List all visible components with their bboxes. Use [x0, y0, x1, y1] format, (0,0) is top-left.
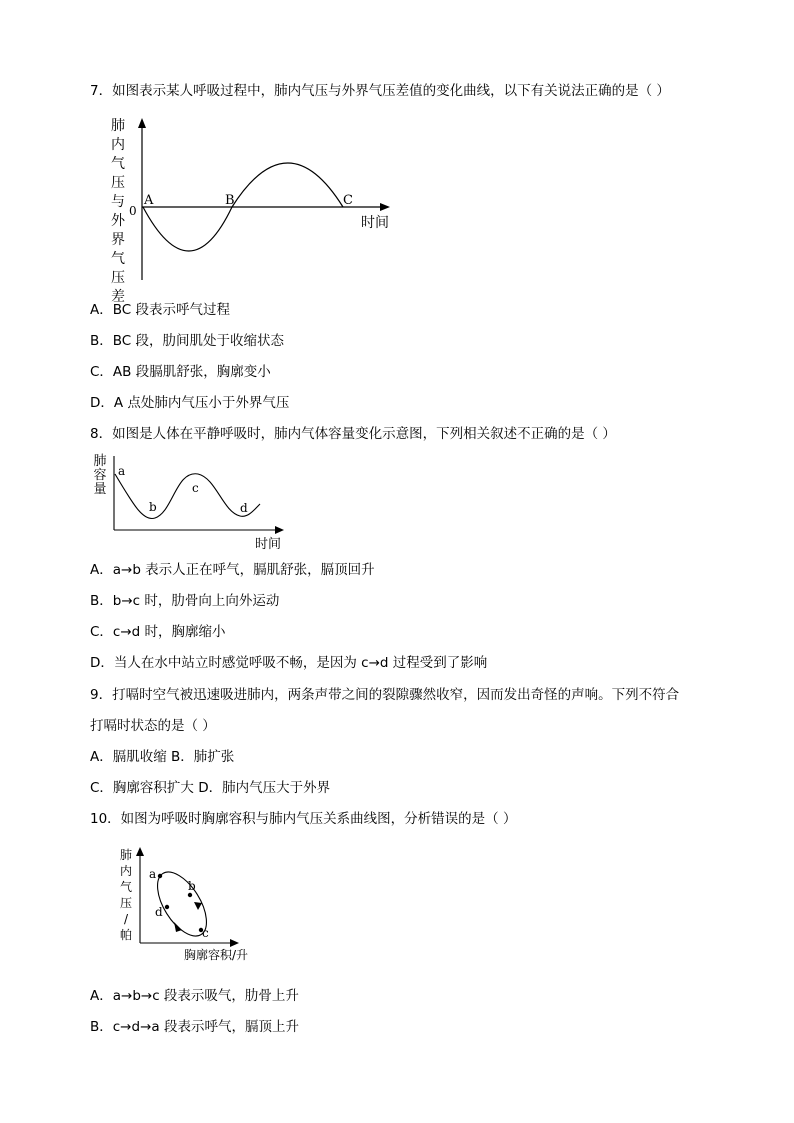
- q10-dot-b: [188, 893, 192, 897]
- q10-ylabel-char: 内: [119, 864, 133, 878]
- q10-x-label: 胸廓容积/升: [184, 948, 249, 962]
- q7-ylabel-char: 与: [111, 194, 125, 210]
- q10-ylabel-char: 压: [119, 896, 133, 910]
- q10-dot-a: [158, 874, 162, 878]
- q10-stem: 10．如图为呼吸时胸廓容积与肺内气压关系曲线图，分析错误的是（ ）: [90, 811, 517, 827]
- q7-ylabel-char: 气: [111, 251, 125, 267]
- q9-options-line2: C．胸廓容积扩大 D．肺内气压大于外界: [90, 780, 331, 796]
- q8-stem: 8．如图是人体在平静呼吸时，肺内气体容量变化示意图，下列相关叙述不正确的是（ ）: [90, 426, 616, 442]
- q10-arrow-up: [174, 922, 182, 932]
- q7-x-arrow: [380, 203, 390, 211]
- q9-options-line1: A．膈肌收缩 B．肺扩张: [90, 749, 235, 765]
- q7-point-a: A: [144, 193, 154, 208]
- q10-y-arrow: [136, 847, 144, 856]
- q10-point-d: d: [155, 905, 163, 919]
- q10-figure: [112, 844, 262, 964]
- q8-option-d: D．当人在水中站立时感觉呼吸不畅，是因为 c→d 过程受到了影响: [90, 655, 488, 671]
- q7-ylabel-char: 肺: [111, 118, 125, 134]
- q7-ylabel-char: 气: [111, 156, 125, 172]
- q8-ylabel-char: 肺: [93, 454, 107, 469]
- q10-ylabel-char: 帕: [119, 928, 133, 942]
- q7-y-arrow: [138, 118, 146, 128]
- q10-dot-d: [165, 905, 169, 909]
- q7-x-label: 时间: [361, 215, 389, 231]
- q8-ylabel-char: 量: [93, 482, 107, 497]
- q10-ylabel-char: 肺: [119, 848, 133, 862]
- q8-option-b: B．b→c 时，肋骨向上向外运动: [90, 593, 280, 609]
- q8-option-a: A．a→b 表示人正在呼气，膈肌舒张，膈顶回升: [90, 562, 375, 578]
- q8-figure: [88, 452, 298, 552]
- q10-option-b: B．c→d→a 段表示呼气，膈顶上升: [90, 1019, 299, 1035]
- q7-point-b: B: [225, 193, 235, 208]
- q10-ylabel-char: /: [123, 912, 129, 926]
- q8-point-c: c: [192, 481, 199, 495]
- q7-ylabel-char: 压: [111, 175, 125, 191]
- q8-point-d: d: [240, 501, 248, 515]
- q7-zero-label: 0: [129, 204, 137, 218]
- q8-option-c: C．c→d 时，胸廓缩小: [90, 624, 226, 640]
- q8-x-arrow: [275, 526, 284, 534]
- q7-option-a: A．BC 段表示呼气过程: [90, 302, 230, 318]
- q10-x-arrow: [230, 939, 239, 947]
- q8-curve: [115, 474, 260, 519]
- q8-ylabel-char: 容: [93, 468, 107, 483]
- q7-ylabel-char: 差: [111, 289, 125, 305]
- q10-point-b: b: [188, 879, 196, 893]
- q7-figure: [100, 108, 400, 305]
- q7-ylabel-char: 外: [111, 213, 125, 229]
- q7-stem: 7．如图表示某人呼吸过程中，肺内气压与外界气压差值的变化曲线，以下有关说法正确的是（ ）: [90, 83, 670, 99]
- q10-option-a: A．a→b→c 段表示吸气，肋骨上升: [90, 988, 299, 1004]
- q7-ylabel-char: 压: [111, 270, 125, 286]
- q8-point-a: a: [118, 464, 126, 478]
- q7-option-b: B．BC 段，肋间肌处于收缩状态: [90, 333, 285, 349]
- q9-stem-line1: 9．打嗝时空气被迅速吸进肺内，两条声带之间的裂隙骤然收窄，因而发出奇怪的声响。下列不符合: [90, 687, 680, 703]
- q7-option-d: D．A 点处肺内气压小于外界气压: [90, 395, 290, 411]
- q10-arrow-down: [194, 902, 202, 910]
- q8-x-label: 时间: [255, 537, 282, 552]
- q7-point-c: C: [343, 193, 353, 208]
- q7-ylabel-char: 界: [111, 232, 125, 248]
- q7-ylabel-char: 内: [111, 137, 125, 153]
- q9-stem-line2: 打嗝时状态的是（ ）: [90, 718, 216, 734]
- q10-point-a: a: [149, 867, 157, 881]
- q8-point-b: b: [149, 500, 157, 514]
- q10-ylabel-char: 气: [119, 880, 133, 894]
- q10-point-c: c: [202, 926, 209, 940]
- q7-ylabel: [111, 117, 126, 305]
- q7-option-c: C．AB 段膈肌舒张，胸廓变小: [90, 364, 271, 380]
